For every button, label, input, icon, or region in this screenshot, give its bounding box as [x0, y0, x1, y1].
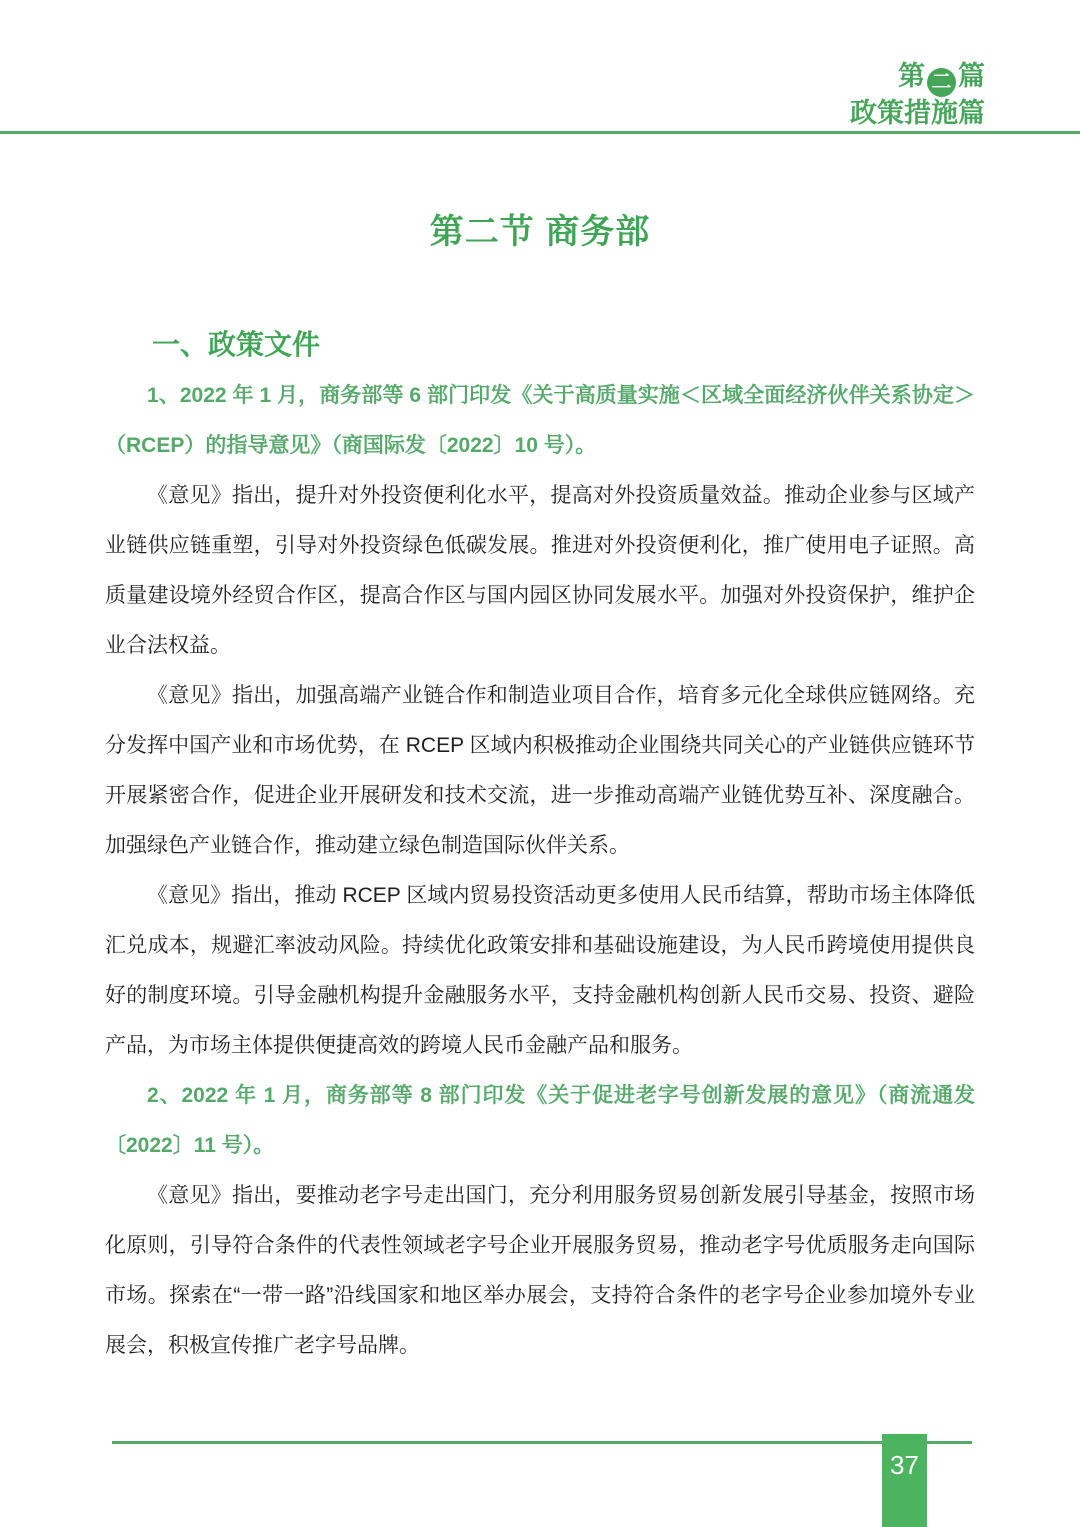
- paragraph-policy-item-2: 2、2022 年 1 月，商务部等 8 部门印发《关于促进老字号创新发展的意见》（商流通发〔2022〕11 号）。: [105, 1084, 975, 1157]
- footer-divider-rule: [112, 1441, 972, 1444]
- paragraph-opinion-2a: 《意见》指出，要推动老字号走出国门，充分利用服务贸易创新发展引导基金，按照市场化原则，引导符合条件的代表性领域老字号企业开展服务贸易，推动老字号优质服务走向国际市场。探索在“一带一路”沿线国家和地区举办展会，支持符合条件的老字号企业参加境外专业展会，积极宣传推广老字号品牌。: [105, 1184, 975, 1357]
- part-header: [850, 60, 985, 130]
- section-heading: 一、政策文件: [152, 329, 321, 360]
- paragraph-policy-item-1: 1、2022 年 1 月，商务部等 6 部门印发《关于高质量实施＜区域全面经济伙伴关系协定＞（RCEP）的指导意见》（商国际发〔2022〕10 号）。: [105, 384, 975, 457]
- page-title: 第二节 商务部: [429, 213, 651, 251]
- page-number-badge: [882, 1434, 927, 1527]
- paragraph-opinion-1c: 《意见》指出，推动 RCEP 区域内贸易投资活动更多使用人民币结算，帮助市场主体降低汇兑成本，规避汇率波动风险。持续优化政策安排和基础设施建设，为人民币跨境使用提供良好的制度环境。引导金融机构提升金融服务水平，支持金融机构创新人民币交易、投资、避险产品，为市场主体提供便捷高效的跨境人民币金融产品和服务。: [105, 884, 975, 1057]
- paragraph-opinion-1b: 《意见》指出，加强高端产业链合作和制造业项目合作，培育多元化全球供应链网络。充分发挥中国产业和市场优势，在 RCEP 区域内积极推动企业围绕共同关心的产业链供应链环节开展紧密合作，促进企业开展研发和技术交流，进一步推动高端产业链优势互补、深度融合。加强绿色产业链合作，推动建立绿色制造国际伙伴关系。: [105, 684, 975, 857]
- part-label: [850, 60, 985, 97]
- page-number: 37: [890, 1450, 919, 1480]
- part-label-suffix: 篇: [958, 61, 985, 91]
- paragraph-opinion-1a: 《意见》指出，提升对外投资便利化水平，提高对外投资质量效益。推动企业参与区域产业链供应链重塑，引导对外投资绿色低碳发展。推进对外投资便利化，推广使用电子证照。高质量建设境外经贸合作区，提高合作区与国内园区协同发展水平。加强对外投资保护，维护企业合法权益。: [105, 484, 975, 657]
- part-label-prefix: 第: [898, 61, 925, 91]
- body-content: [105, 371, 975, 1371]
- header-divider-rule: [0, 131, 1080, 134]
- part-title: 政策措施篇: [850, 98, 985, 128]
- part-number-circle-icon: 二: [927, 68, 956, 97]
